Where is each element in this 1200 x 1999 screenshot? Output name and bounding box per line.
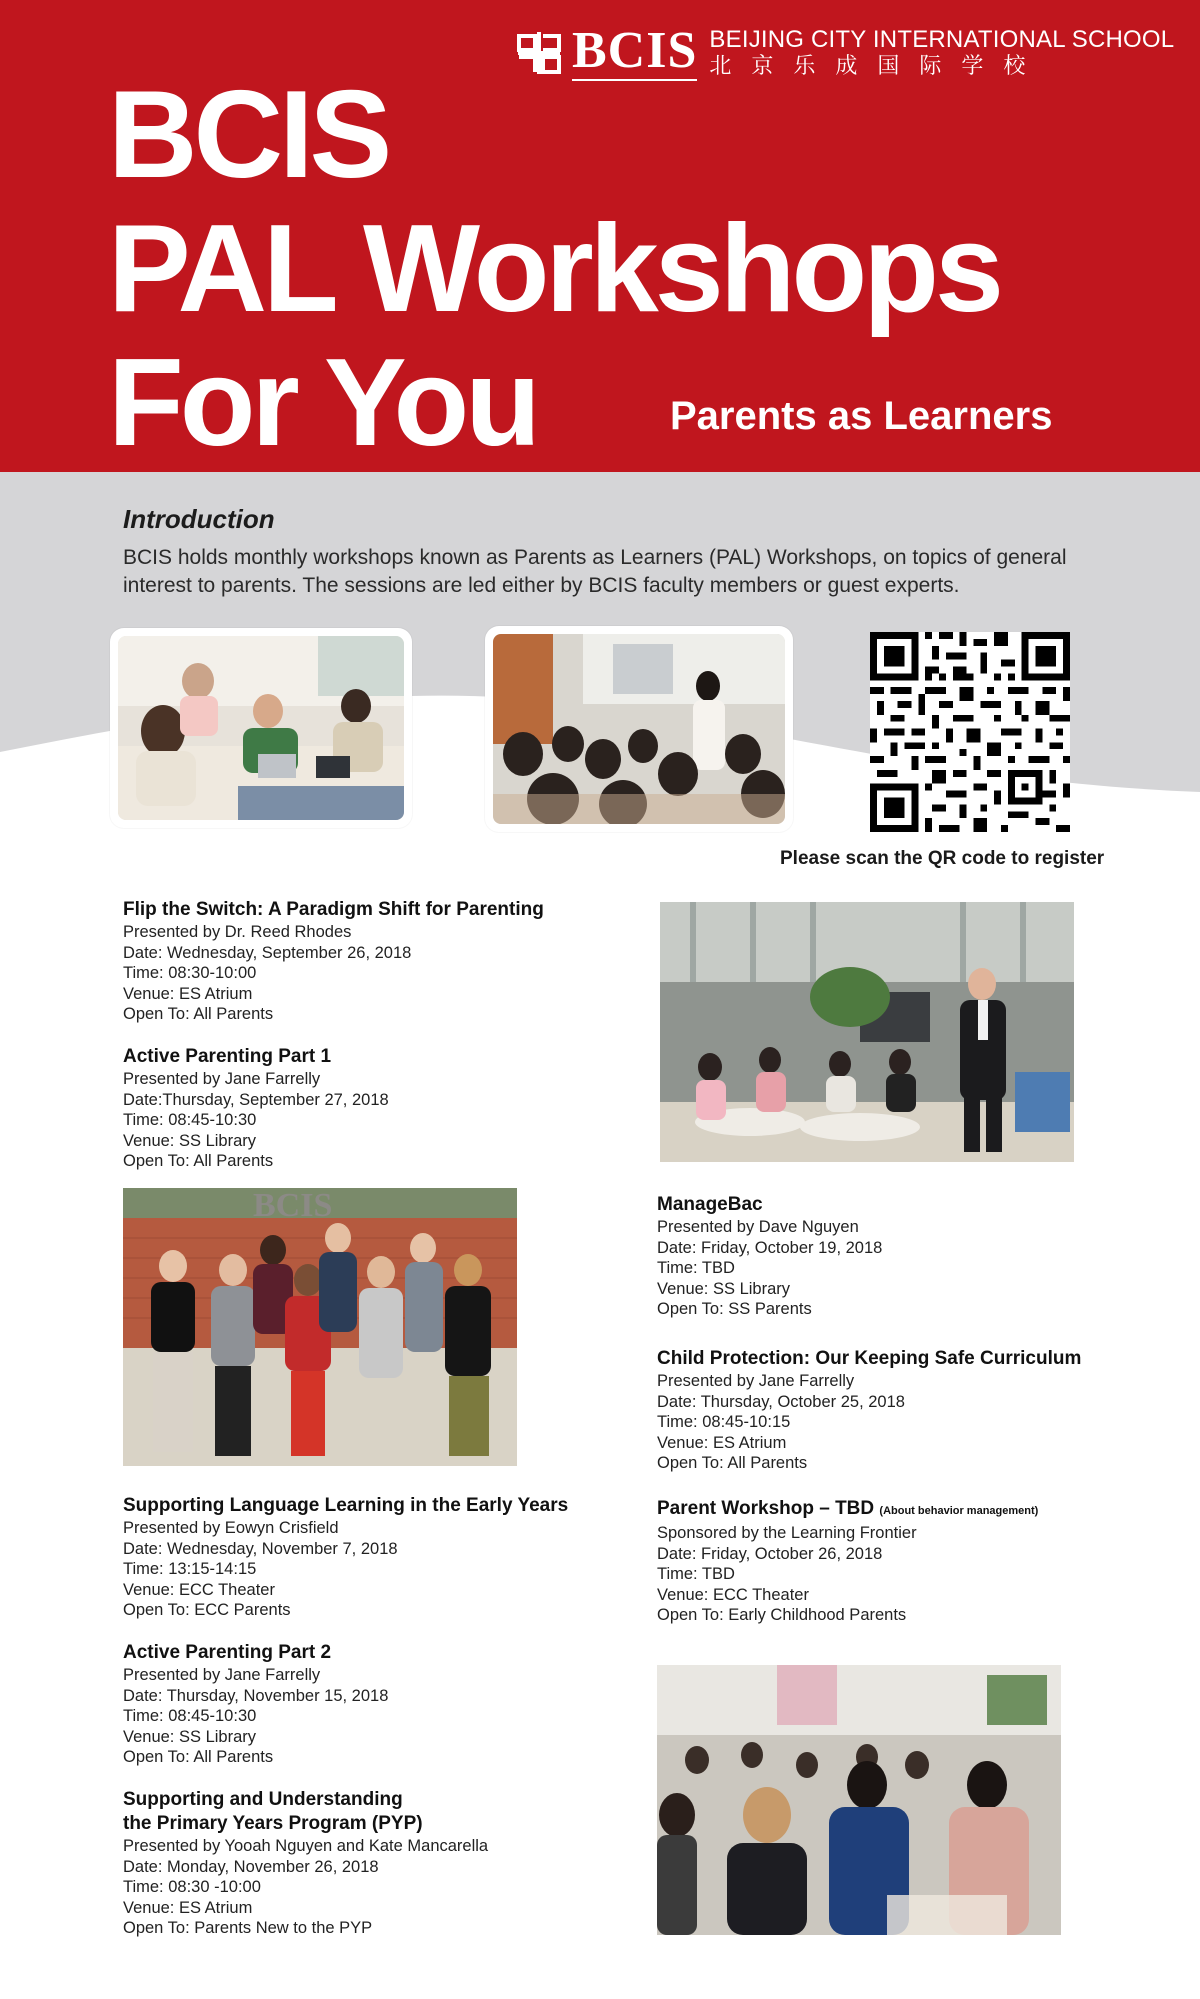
workshop-entry xyxy=(657,1347,1177,1474)
workshop-date: Date: Friday, October 19, 2018 xyxy=(657,1238,883,1257)
workshop-entry xyxy=(123,1788,643,1939)
workshop-entry xyxy=(657,1193,1177,1320)
workshop-date: Date: Wednesday, November 7, 2018 xyxy=(123,1539,398,1558)
workshop-date: Date: Wednesday, September 26, 2018 xyxy=(123,943,412,962)
photo-audience-speaker xyxy=(485,626,793,832)
intro-heading: Introduction xyxy=(123,504,275,534)
workshop-venue: Venue: ES Atrium xyxy=(123,984,253,1003)
workshop-date: Date:Thursday, September 27, 2018 xyxy=(123,1090,389,1109)
photo-presenter-lecture xyxy=(660,902,1074,1162)
workshop-date: Date: Monday, November 26, 2018 xyxy=(123,1857,379,1876)
workshop-presenter: Presented by Dave Nguyen xyxy=(657,1218,859,1236)
qr-code-icon[interactable] xyxy=(870,632,1070,832)
workshop-open-to: Open To: Parents New to the PYP xyxy=(123,1919,373,1937)
workshop-time: Time: 08:45-10:30 xyxy=(123,1111,257,1129)
workshop-title-line-2: the Primary Years Program (PYP) xyxy=(123,1813,423,1834)
workshop-presenter: Presented by Eowyn Crisfield xyxy=(123,1519,339,1537)
workshop-time: Time: 08:45-10:30 xyxy=(123,1707,257,1725)
workshop-open-to: Open To: Early Childhood Parents xyxy=(657,1606,907,1624)
photo-parents-laptops xyxy=(110,628,412,828)
workshop-title: Active Parenting Part 2 xyxy=(123,1642,332,1663)
svg-text:BCIS: BCIS xyxy=(253,1188,333,1224)
workshop-title-note: (About behavior management) xyxy=(879,1505,1039,1517)
workshop-time: Time: 08:30 -10:00 xyxy=(123,1878,261,1896)
workshop-venue: Venue: ECC Theater xyxy=(123,1580,275,1599)
workshop-venue: Venue: SS Library xyxy=(123,1727,256,1746)
workshop-time: Time: TBD xyxy=(657,1565,735,1583)
title-line-2: PAL Workshops xyxy=(108,200,1000,338)
workshop-title-text: Parent Workshop – TBD xyxy=(657,1498,875,1519)
workshop-time: Time: 08:45-10:15 xyxy=(657,1413,791,1431)
workshop-title: Supporting Language Learning in the Early Years xyxy=(123,1495,569,1516)
workshop-presenter: Sponsored by the Learning Frontier xyxy=(657,1524,917,1542)
workshop-entry xyxy=(123,1045,643,1172)
workshop-title: Child Protection: Our Keeping Safe Curriculum xyxy=(657,1348,1082,1369)
workshop-venue: Venue: SS Library xyxy=(657,1279,790,1298)
workshop-venue: Venue: SS Library xyxy=(123,1131,256,1150)
workshop-entry xyxy=(123,1494,643,1621)
page-subtitle: Parents as Learners xyxy=(670,394,1053,438)
workshop-date: Date: Friday, October 26, 2018 xyxy=(657,1544,883,1563)
workshop-open-to: Open To: All Parents xyxy=(123,1005,274,1023)
qr-caption: Please scan the QR code to register xyxy=(780,848,1105,869)
workshop-title: Active Parenting Part 1 xyxy=(123,1046,332,1067)
workshop-venue: Venue: ES Atrium xyxy=(657,1433,787,1452)
title-line-1: BCIS xyxy=(108,66,389,204)
workshop-time: Time: 08:30-10:00 xyxy=(123,964,257,982)
logo-name-cn: 北京乐成国际学校 xyxy=(709,53,1046,79)
title-line-3: For You xyxy=(108,334,537,472)
workshop-entry xyxy=(657,1497,1177,1626)
hero-banner xyxy=(0,0,1200,472)
workshop-open-to: Open To: All Parents xyxy=(123,1748,274,1766)
workshop-title: Flip the Switch: A Paradigm Shift for Parenting xyxy=(123,899,544,920)
workshop-presenter: Presented by Jane Farrelly xyxy=(123,1666,321,1684)
workshop-presenter: Presented by Yooah Nguyen and Kate Mancarella xyxy=(123,1837,489,1855)
workshop-entry xyxy=(123,898,643,1025)
photo-faculty-group xyxy=(123,1188,517,1466)
workshop-open-to: Open To: All Parents xyxy=(657,1454,808,1472)
workshop-presenter: Presented by Jane Farrelly xyxy=(123,1070,321,1088)
workshop-venue: Venue: ECC Theater xyxy=(657,1585,809,1604)
workshop-date: Date: Thursday, November 15, 2018 xyxy=(123,1686,389,1705)
logo-name-en: BEIJING CITY INTERNATIONAL SCHOOL xyxy=(709,25,1175,53)
workshop-time: Time: 13:15-14:15 xyxy=(123,1560,257,1578)
workshop-open-to: Open To: SS Parents xyxy=(657,1300,812,1318)
workshop-presenter: Presented by Jane Farrelly xyxy=(657,1372,855,1390)
workshop-venue: Venue: ES Atrium xyxy=(123,1898,253,1917)
photo-seated-audience xyxy=(657,1665,1061,1935)
workshop-time: Time: TBD xyxy=(657,1259,735,1277)
intro-body: BCIS holds monthly workshops known as Parents as Learners (PAL) Workshops, on topics of general interest to parents. The sessions are led either by BCIS faculty members or guest experts. xyxy=(123,546,1067,597)
workshop-open-to: Open To: All Parents xyxy=(123,1152,274,1170)
workshop-open-to: Open To: ECC Parents xyxy=(123,1601,291,1619)
workshop-entry xyxy=(123,1641,643,1768)
workshop-date: Date: Thursday, October 25, 2018 xyxy=(657,1392,905,1411)
workshop-presenter: Presented by Dr. Reed Rhodes xyxy=(123,923,352,941)
logo-brand: BCIS xyxy=(572,22,698,79)
workshop-title: Supporting and Understanding xyxy=(123,1789,403,1810)
workshop-title: ManageBac xyxy=(657,1194,763,1215)
workshop-title xyxy=(657,1497,1177,1523)
